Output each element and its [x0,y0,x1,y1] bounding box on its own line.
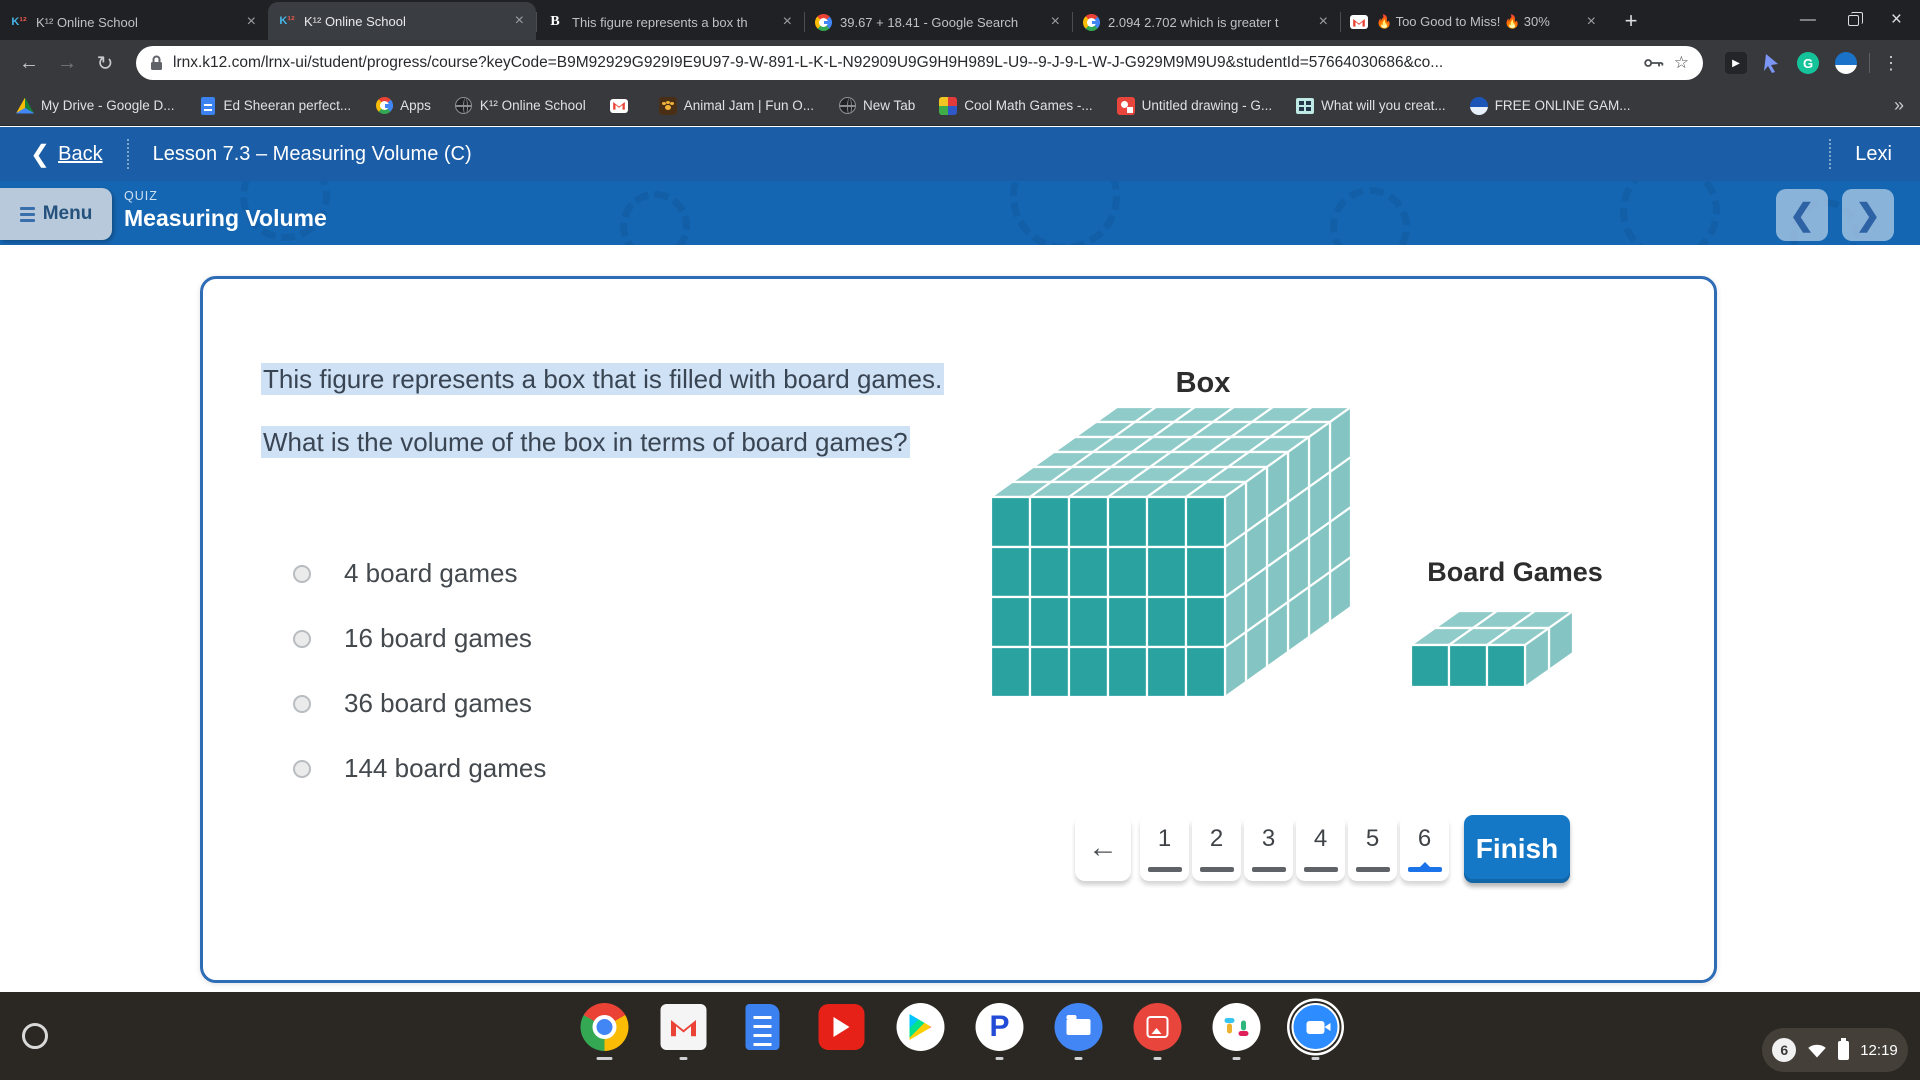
tab-brainly[interactable] [536,4,804,40]
arrow-left-icon: ← [1088,831,1118,864]
quiz-band [0,181,1920,245]
page-number: 6 [1417,825,1432,852]
tab-strip [0,0,1920,40]
zoom-icon [1291,1002,1341,1052]
globe-icon [838,97,856,115]
page-button-4[interactable] [1296,815,1345,881]
minimize-icon[interactable]: — [1799,11,1816,28]
profile-avatar[interactable] [1835,52,1857,74]
running-indicator [1075,1057,1083,1060]
option-label: 36 board games [344,688,532,718]
option-label: 4 board games [344,558,518,588]
running-indicator [1233,1057,1241,1060]
running-indicator [597,1057,613,1060]
back-label: Back [58,142,103,165]
tab-gmail[interactable] [1340,4,1608,40]
question-line-2: What is the volume of the box in terms of board games? [263,427,908,457]
tab-close-icon[interactable]: × [1586,13,1596,30]
box-figure [989,405,1353,699]
chevron-left-icon: ❮ [1789,198,1815,232]
bookmark-ed-sheeran[interactable] [199,97,352,115]
option-row-2[interactable] [293,606,546,671]
bookmark-new-tab[interactable] [838,97,915,115]
files-icon [1054,1002,1104,1052]
tab-close-icon[interactable]: × [1050,13,1060,30]
window-controls [1800,0,1920,40]
question-card [200,276,1717,983]
youtube-icon [817,1002,867,1052]
running-indicator [996,1057,1004,1060]
paw-icon [659,97,677,115]
lock-icon [150,55,163,71]
clock: 12:19 [1860,1041,1898,1059]
lesson-title: Lesson 7.3 – Measuring Volume (C) [152,142,472,165]
chromeos-shelf [0,992,1920,1080]
toolbar-divider [1869,53,1870,73]
bookmark-untitled-drawing[interactable] [1117,97,1273,115]
forward-icon[interactable]: → [57,51,77,74]
option-label: 16 board games [344,623,532,653]
running-indicator [1154,1057,1162,1060]
bookmark-my-drive[interactable] [16,97,175,115]
tab-k12-1[interactable] [0,4,268,40]
quiz-kicker: QUIZ [124,189,158,203]
page-progress-bar-active [1408,867,1442,872]
user-name: Lexi [1855,142,1892,165]
radio-button[interactable] [293,630,311,648]
shelf-app-gmail[interactable] [659,1002,709,1060]
drive-icon [16,97,34,115]
quiz-content [0,245,1920,992]
bookmarks-overflow-chevron[interactable]: » [1893,95,1904,115]
bookmark-label: Animal Jam | Fun O... [683,98,814,113]
shelf-app-docs[interactable] [738,1002,788,1060]
running-indicator [1312,1057,1320,1060]
shelf-app-slack[interactable] [1212,1002,1262,1060]
bookmark-label: Apps [400,98,431,113]
finish-button[interactable]: Finish [1464,815,1570,883]
gmail-icon [610,97,628,115]
option-row-3[interactable] [293,671,546,736]
next-activity-button[interactable] [1842,189,1894,241]
tab-title: K¹² Online School [36,14,138,30]
browser-menu-icon[interactable]: ⋮ [1882,52,1900,73]
page-number: 4 [1313,825,1328,852]
k12-favicon: K ¹² [11,16,27,28]
gallery-icon [1133,1002,1183,1052]
browser-toolbar [0,40,1920,86]
hamburger-icon [20,207,35,222]
shelf-app-pandora[interactable] [975,1002,1025,1060]
tab-k12-2-active[interactable] [268,2,536,40]
user-name-area [1829,139,1892,169]
tab-title: K¹² Online School [304,13,406,29]
option-row-1[interactable] [293,541,546,606]
shelf-app-youtube[interactable] [817,1002,867,1060]
page-progress-bar [1304,867,1338,872]
radio-button[interactable] [293,565,311,583]
figure-box-label: Box [1175,367,1231,399]
globe-icon [455,97,473,115]
page-progress-bar [1356,867,1390,872]
header-divider [127,139,129,169]
tab-google-search-1[interactable] [804,4,1072,40]
google-favicon [814,13,832,31]
header-divider [1829,139,1831,169]
chevron-left-icon: ❮ [30,140,51,168]
video-popup-extension-icon[interactable]: ▶ [1725,52,1747,74]
lesson-header [0,127,1920,181]
shelf-app-play-store[interactable] [896,1002,946,1060]
slack-icon [1212,1002,1262,1052]
shelf-app-files[interactable] [1054,1002,1104,1060]
url-text[interactable]: lrnx.k12.com/lrnx-ui/student/progress/course?keyCode=B9M92929G929I9E9U97-9-W-891-L-K-L-N92909U9G9H9H989L-U9--9-J-9-L-W-J-G929M9M9U9&studentId=57664030686&co... [173,54,1444,71]
blue-orb-icon [1470,97,1488,115]
bookmark-cool-math[interactable] [939,97,1092,115]
system-tray[interactable] [1762,1028,1908,1072]
bookmark-label: FREE ONLINE GAM... [1494,98,1631,113]
drawing-icon [1117,97,1135,115]
gmail-icon [659,1002,709,1052]
shelf-app-zoom[interactable] [1291,1002,1341,1060]
figure-board-games-label: Board Games [1427,557,1603,587]
gmail-favicon [1350,13,1368,31]
page-number: 1 [1157,825,1172,852]
page-button-5[interactable] [1348,815,1397,881]
running-indicator [838,1057,846,1060]
page-button-2[interactable] [1192,815,1241,881]
bookmark-label: What will you creat... [1321,98,1446,113]
brainly-favicon: B [550,14,560,29]
tab-google-search-2[interactable] [1072,4,1340,40]
tab-title: This figure represents a box th [572,14,748,30]
chrome-icon [580,1002,630,1052]
page-button-6-active[interactable] [1400,815,1449,881]
page-number: 3 [1261,825,1276,852]
menu-label: Menu [42,203,93,224]
bookmark-what-will-you-create[interactable] [1296,97,1446,115]
running-indicator [680,1057,688,1060]
grammarly-extension-icon[interactable]: G [1797,52,1819,74]
google-icon [375,97,393,115]
coolmath-icon [939,97,957,115]
notification-count-badge: 6 [1772,1038,1796,1062]
bookmarks-bar [0,86,1920,126]
page-number: 5 [1365,825,1380,852]
bookmark-apps[interactable] [375,97,431,115]
docs-icon [738,1002,788,1052]
tab-title: 2.094 2.702 which is greater t [1108,14,1279,30]
option-row-4[interactable] [293,736,546,801]
previous-activity-button[interactable] [1776,189,1828,241]
tab-close-icon[interactable]: × [246,13,256,30]
google-favicon [1082,13,1100,31]
shelf-apps [580,1002,1341,1060]
bookmark-label: Cool Math Games -... [964,98,1093,113]
bookmark-gmail[interactable] [610,97,635,115]
bookmark-free-online-games[interactable] [1470,97,1631,115]
bookmark-label: K¹² Online School [479,98,586,113]
board-games-figure [1409,609,1575,689]
bookmark-star-icon[interactable]: ☆ [1673,53,1689,72]
shelf-app-chrome[interactable] [580,1002,630,1060]
question-pager [1075,815,1570,883]
decorative-circle [1330,187,1410,245]
docs-icon [199,97,217,115]
tab-close-icon[interactable]: × [514,12,524,29]
page-number: 2 [1209,825,1224,852]
question-text [261,361,961,460]
back-icon[interactable]: ← [19,51,39,74]
menu-button[interactable] [0,188,112,240]
page-button-1[interactable] [1140,815,1189,881]
radio-button[interactable] [293,760,311,778]
bookmark-k12[interactable] [455,97,586,115]
shelf-app-gallery[interactable] [1133,1002,1183,1060]
running-indicator [759,1057,767,1060]
page-button-3[interactable] [1244,815,1293,881]
chevron-right-icon: ❯ [1855,198,1881,232]
running-indicator [917,1057,925,1060]
option-label: 144 board games [344,753,547,783]
bookmark-label: New Tab [863,98,916,113]
page-progress-bar [1200,867,1234,872]
launcher-button[interactable] [22,1023,48,1049]
wifi-icon [1807,1042,1827,1058]
close-icon[interactable]: × [1890,9,1902,30]
pandora-icon: P [975,1002,1025,1052]
bookmark-label: Untitled drawing - G... [1141,98,1273,113]
battery-icon [1838,1041,1849,1060]
k12-favicon: K ¹² [279,15,295,27]
bookmark-animal-jam[interactable] [659,97,814,115]
decorative-circle [620,191,690,245]
play-store-icon [896,1002,946,1052]
reload-icon[interactable]: ↻ [96,52,114,75]
decorative-circle [1620,181,1720,245]
tab-title: 🔥 Too Good to Miss! 🔥 30% [1376,14,1550,29]
tab-title: 39.67 + 18.41 - Google Search [840,14,1019,30]
key-icon[interactable] [1644,57,1664,69]
question-line-1: This figure represents a box that is filled with board games. [263,364,943,394]
quiz-heading [124,189,327,232]
radio-button[interactable] [293,695,311,713]
new-tab-button[interactable]: + [1624,8,1638,33]
answer-options [293,541,546,801]
restore-icon[interactable] [1848,15,1859,26]
bookmark-label: My Drive - Google D... [41,98,175,113]
cursor-extension-icon[interactable] [1763,53,1781,73]
decorative-circle [1010,181,1120,245]
tab-close-icon[interactable]: × [1318,13,1328,30]
address-bar[interactable] [136,46,1703,80]
pager-back-button[interactable] [1075,815,1131,881]
tab-close-icon[interactable]: × [782,13,792,30]
page-progress-bar [1148,867,1182,872]
extensions-row [1717,52,1865,74]
window-icon [1296,97,1314,115]
quiz-title: Measuring Volume [124,205,327,231]
page-progress-bar [1252,867,1286,872]
back-link[interactable] [30,140,103,169]
bookmark-label: Ed Sheeran perfect... [223,98,352,113]
